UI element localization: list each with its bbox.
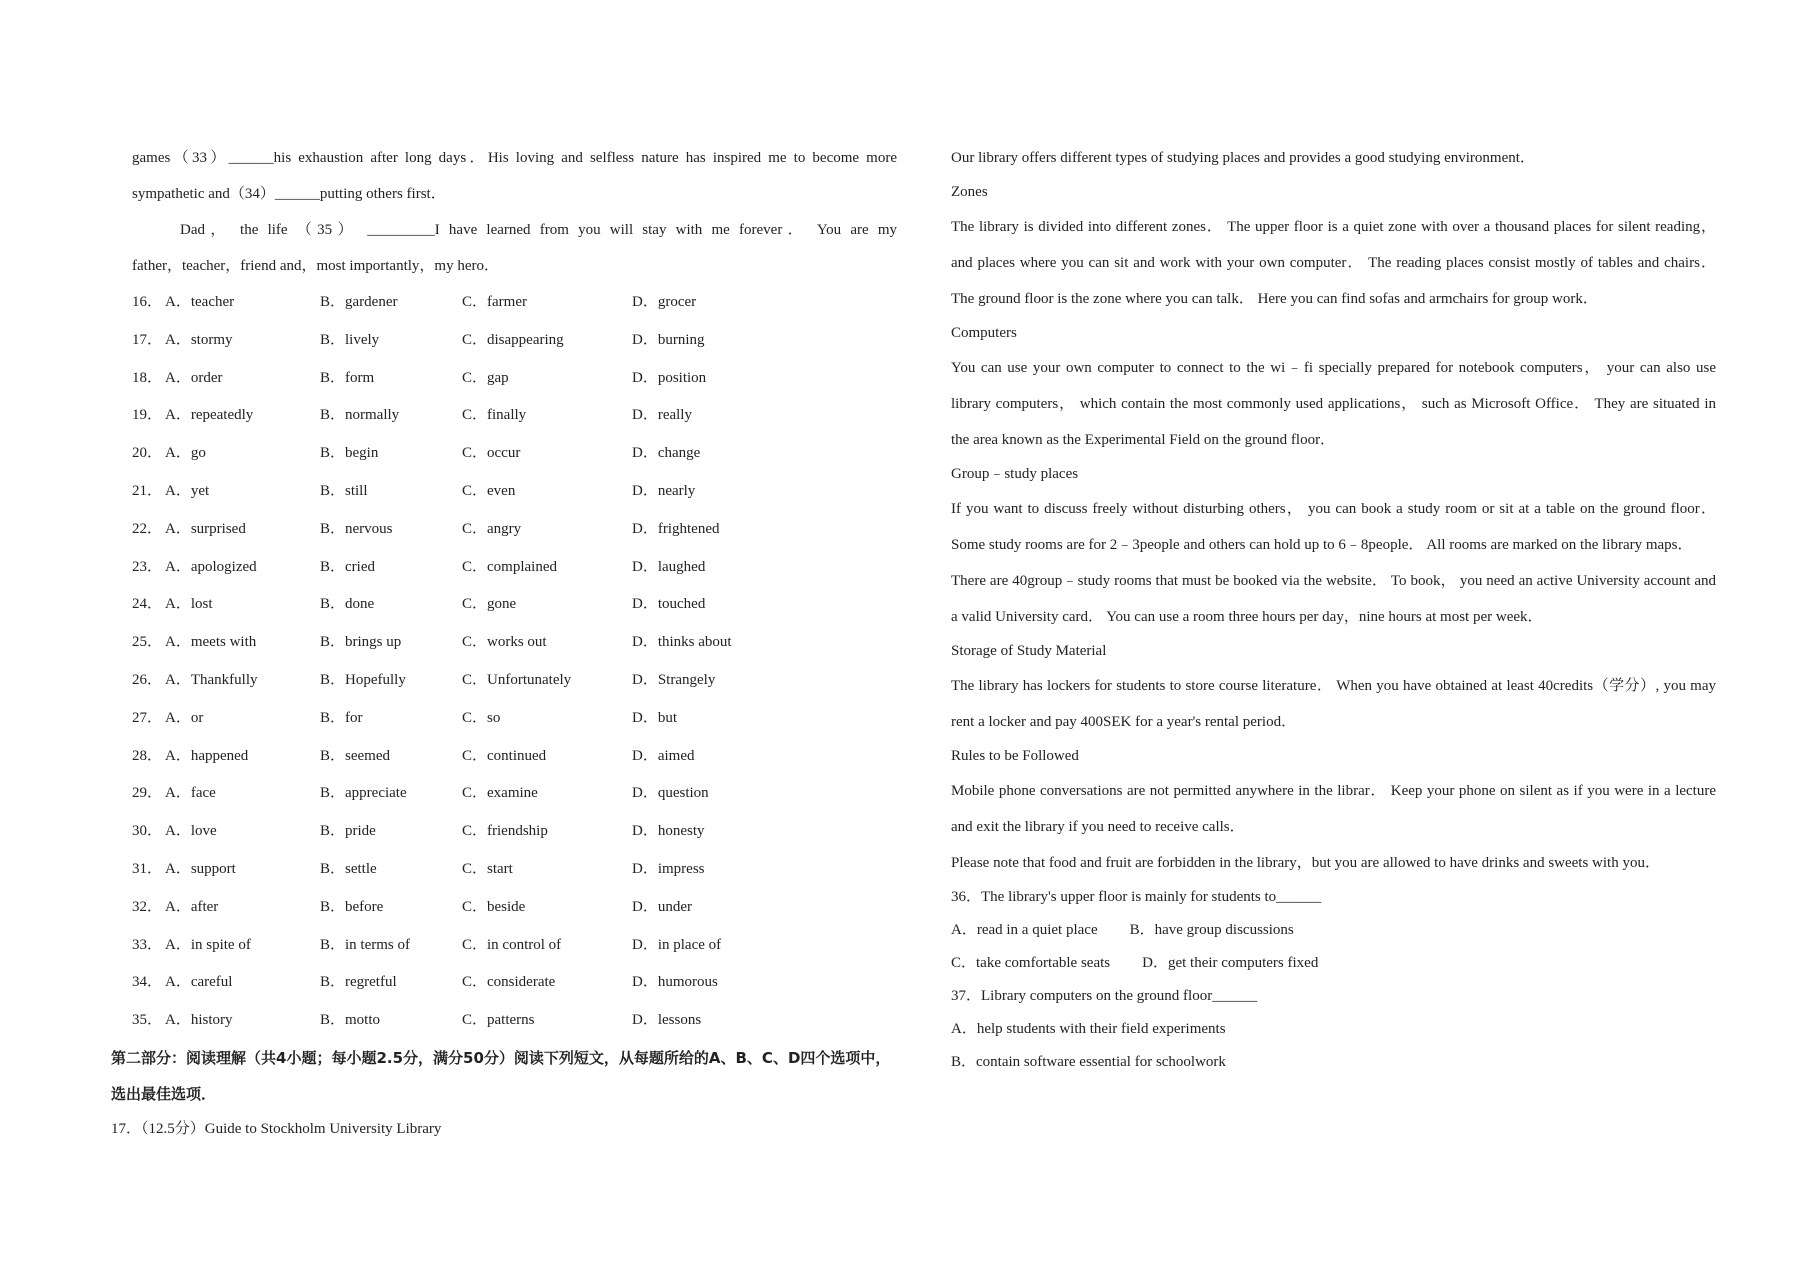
option-a[interactable]: A．meets with [165,634,257,651]
option-row [132,322,897,360]
option-row [132,473,897,511]
option-row [132,586,897,624]
option-a[interactable]: A．order [165,369,223,386]
option-a[interactable]: A．yet [165,482,210,499]
option-c[interactable]: C．beside [462,898,526,915]
option-d[interactable]: D．under [632,898,692,915]
option-b[interactable]: B．done [320,596,375,613]
option-c[interactable]: C．occur [462,445,521,462]
passage-paragraph: You can use your own computer to connect to the wi﹣fi specially prepared for notebook computers， your can also use library computers， which contain the most commonly used applications， such as Microsoft Office． They are situated in the area known as the Experimental Field on the ground floor． [951,360,1716,448]
option-row [132,360,897,398]
option-row [132,662,897,700]
option-d[interactable]: D．impress [632,860,705,877]
option-row [132,889,897,927]
passage-paragraph: If you want to discuss freely without disturbing others， you can book a study room or sit at a table on the ground floor． Some study rooms are for 2﹣3people and others can hold up to 6﹣8people． All rooms are marked on the library maps． [951,501,1716,553]
option-a[interactable]: A．face [165,785,216,802]
question-number: 32． [132,898,163,915]
option-d[interactable]: D．humorous [632,974,718,991]
option-row [132,775,897,813]
option-c[interactable]: C．start [462,860,513,877]
question-number: 17． [132,331,163,348]
question-number: 29． [132,785,163,802]
question-number: 33． [132,936,163,953]
option-b[interactable]: B．still [320,482,368,499]
option-d[interactable]: D．aimed [632,747,695,764]
option-a[interactable]: A．read in a quiet place [951,922,1098,938]
question-number: 19． [132,407,163,424]
reading-passage [951,140,1716,881]
option-d[interactable]: D．thinks about [632,634,732,651]
option-b[interactable]: B．have group discussions [1129,922,1294,938]
option-c[interactable]: C．disappearing [462,331,564,348]
question-36: 36．The library's upper floor is mainly for students to______ [951,889,1322,905]
option-d[interactable]: D．really [632,407,692,424]
passage-paragraph: Our library offers different types of studying places and provides a good studying environment． [951,150,1535,166]
passage-subheading: Storage of Study Material [951,643,1107,659]
option-a[interactable]: A．happened [165,747,249,764]
passage-subheading: Computers [951,325,1017,341]
option-row [132,851,897,889]
option-d[interactable]: D．question [632,785,709,802]
option-d[interactable]: D．touched [632,596,706,613]
option-b[interactable]: B．lively [320,331,380,348]
option-a[interactable]: A．apologized [165,558,257,575]
passage-subheading: Zones [951,184,988,200]
passage-paragraph: The library is divided into different zones． The upper floor is a quiet zone with over a thousand places for silent reading， and places where you can sit and work with your own computer． The reading places consist mostly of tables and chairs． The ground floor is the zone where you can talk． Here you can find sofas and armchairs for group work． [951,219,1716,307]
left-column [111,140,897,1146]
question-number: 34． [132,974,163,991]
option-d[interactable]: D．laughed [632,558,706,575]
option-c[interactable]: C．angry [462,520,522,537]
option-a[interactable]: A．or [165,709,204,726]
question-number: 30． [132,823,163,840]
option-c[interactable]: C．friendship [462,823,548,840]
option-c[interactable]: C．continued [462,747,547,764]
option-b[interactable]: B．gardener [320,294,398,310]
option-b[interactable]: B．regretful [320,974,397,991]
option-b[interactable]: B．nervous [320,520,393,537]
option-d[interactable]: D．honesty [632,823,705,840]
option-d[interactable]: D．change [632,445,701,462]
option-row [132,549,897,587]
option-a[interactable]: A．support [165,860,236,877]
option-d[interactable]: D．get their computers fixed [1142,955,1319,971]
option-c[interactable]: C．finally [462,407,527,424]
option-b[interactable]: B．contain software essential for schoolwork [951,1054,1226,1070]
option-b[interactable]: B．in terms of [320,936,410,953]
passage-line: father，teacher，friend and，most importantly，my hero． [132,258,499,274]
option-b[interactable]: B．before [320,898,384,915]
option-b[interactable]: B．for [320,709,363,726]
question-number: 24． [132,596,163,613]
option-a[interactable]: A．lost [165,596,213,613]
passage-subheading: Rules to be Followed [951,748,1079,764]
option-c[interactable]: C．gone [462,596,517,613]
option-a[interactable]: A．surprised [165,520,246,537]
question-37: 37．Library computers on the ground floor______ [951,988,1258,1004]
option-a[interactable]: A．help students with their field experiments [951,1021,1226,1037]
option-row [132,738,897,776]
option-d[interactable]: D．frightened [632,520,720,537]
option-b[interactable]: B．motto [320,1012,381,1029]
option-b[interactable]: B．begin [320,445,379,462]
option-b[interactable]: B．seemed [320,747,390,764]
option-c[interactable]: C．so [462,709,501,726]
option-b[interactable]: B．cried [320,558,375,575]
passage-line: games（33）______his exhaustion after long days．His loving and selfless nature has inspired me to become more [132,150,897,166]
option-a[interactable]: A．repeatedly [165,407,254,424]
option-b[interactable]: B．appreciate [320,785,407,802]
passage-paragraph: Please note that food and fruit are forbidden in the library，but you are allowed to have drinks and sweets with you． [951,855,1660,871]
option-row [132,927,897,965]
option-c[interactable]: C．take comfortable seats [951,955,1111,971]
option-d[interactable]: D．but [632,709,678,726]
option-b[interactable]: B．settle [320,860,377,877]
option-c[interactable]: C．considerate [462,974,556,991]
question-36-options-row-1 [951,914,1716,947]
question-number: 28． [132,747,163,764]
question-number: 23． [132,558,163,575]
option-row [132,813,897,851]
option-row [132,624,897,662]
question-36-options-row-2 [951,947,1716,980]
question-number: 18． [132,369,163,386]
passage-subheading: Group﹣study places [951,466,1079,482]
option-b[interactable]: B．brings up [320,634,402,651]
option-row [132,435,897,473]
question-number: 20． [132,445,163,462]
question-number: 25． [132,634,163,651]
option-a[interactable]: A．go [165,445,206,462]
option-c[interactable]: C．Unfortunately [462,671,572,688]
option-a[interactable]: A．in spite of [165,936,251,953]
option-d[interactable]: D．burning [632,331,705,348]
option-c[interactable]: C．works out [462,634,547,651]
option-row [132,284,897,322]
option-c[interactable]: C．even [462,482,516,499]
right-column [951,140,1716,1079]
option-d[interactable]: D．in place of [632,936,722,953]
question-number: 31． [132,860,163,877]
option-a[interactable]: A．teacher [165,294,235,310]
option-row [132,511,897,549]
option-a[interactable]: A．history [165,1012,233,1029]
option-a[interactable]: A．love [165,823,217,840]
question-number: 26． [132,671,163,688]
question-number: 35． [132,1012,163,1029]
option-c[interactable]: C．in control of [462,936,562,953]
option-c[interactable]: C．gap [462,369,509,386]
option-row [132,700,897,738]
option-a[interactable]: A．stormy [165,331,233,348]
option-c[interactable]: C．patterns [462,1012,535,1029]
option-a[interactable]: A．after [165,898,219,915]
option-d[interactable]: D．position [632,369,707,386]
option-d[interactable]: D．nearly [632,482,696,499]
passage-line: Dad， the life （35） _________I have learned from you will stay with me forever． You are my [180,222,897,238]
question-number: 27． [132,709,163,726]
passage-paragraph: There are 40group﹣study rooms that must be booked via the website． To book， you need an active University account and a valid University card． You can use a room three hours per day，nine hours at most per week． [951,573,1716,625]
passage-line: sympathetic and（34）______putting others first． [132,186,446,202]
option-row [132,1002,897,1040]
question-number: 16． [132,294,163,310]
option-b[interactable]: B．Hopefully [320,671,406,688]
passage-paragraph: The library has lockers for students to store course literature． When you have obtained at least 40credits（学分）, you may rent a locker and pay 400SEK for a year's rental period． [951,678,1716,730]
option-d[interactable]: D．Strangely [632,671,716,688]
passage-paragraph: Mobile phone conversations are not permitted anywhere in the librar． Keep your phone on silent as if you were in a lecture and exit the library if you need to receive calls． [951,783,1716,835]
option-d[interactable]: D．grocer [632,294,697,310]
option-a[interactable]: A．careful [165,974,233,991]
option-b[interactable]: B．pride [320,823,376,840]
option-b[interactable]: B．normally [320,407,400,424]
answer-options-list [132,284,897,1040]
reading-item-title: 17．（12.5分）Guide to Stockholm University Library [111,1120,442,1137]
option-row [132,397,897,435]
option-c[interactable]: C．examine [462,785,538,802]
option-c[interactable]: C．farmer [462,294,527,310]
section-heading: 第二部分：阅读理解（共4小题；每小题2.5分，满分50分）阅读下列短文，从每题所给的A、B、C、D四个选项中，选出最佳选项． [111,1048,891,1103]
option-a[interactable]: A．Thankfully [165,671,258,688]
option-d[interactable]: D．lessons [632,1012,702,1029]
question-number: 21． [132,482,163,499]
option-row [132,964,897,1002]
option-c[interactable]: C．complained [462,558,557,575]
question-number: 22． [132,520,163,537]
option-b[interactable]: B．form [320,369,375,386]
